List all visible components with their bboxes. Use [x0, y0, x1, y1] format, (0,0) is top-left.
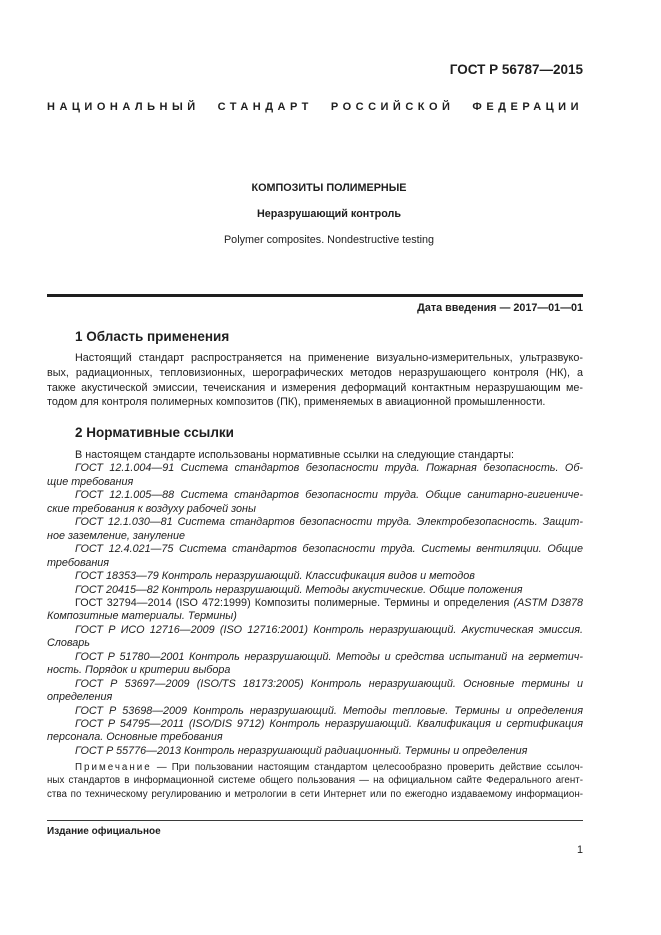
section-1-line: Настоящий стандарт распространяется на применение визуально-измерительных, ультразвуко-	[75, 352, 583, 364]
line-text: ГОСТ Р ИСО 12716—2009 (ISO 12716:2001) Контроль неразрушающий. Акустическая эмиссия.	[75, 624, 583, 636]
line-text: ГОСТ Р 55776—2013 Контроль неразрушающий радиационный. Термины и определения	[75, 745, 528, 757]
note-line	[75, 761, 583, 774]
reference-line	[47, 556, 583, 570]
line-text: ГОСТ 18353—79 Контроль неразрушающий. Классификация видов и методов	[75, 570, 475, 582]
reference-line	[75, 515, 583, 529]
section-1-line: тодом для контроля полимерных композитов (ПК), применяемых в авиационной промышленности.	[47, 396, 546, 408]
reference-line	[47, 502, 583, 516]
reference-line	[75, 461, 583, 475]
reference-line	[47, 529, 583, 543]
line-text: щие требования	[47, 476, 134, 488]
line-text: ГОСТ 12.1.005—88 Система стандартов безопасности труда. Общие санитарно-гигиениче-	[75, 489, 583, 501]
reference-line	[47, 475, 583, 489]
note-line: ства по техническому регулированию и метрологии в сети Интернет или по ежегодно издаваемому информацион-	[47, 789, 583, 800]
line-text: требования	[47, 557, 110, 569]
reference-line	[75, 596, 583, 610]
reference-line	[47, 730, 583, 744]
line-text: ГОСТ 12.4.021—75 Система стандартов безопасности труда. Системы вентиляции. Общие	[75, 543, 583, 555]
national-standard-banner: НАЦИОНАЛЬНЫЙ СТАНДАРТ РОССИЙСКОЙ ФЕДЕРАЦИИ	[47, 101, 583, 113]
note-label: Примечание	[75, 762, 152, 773]
reference-line	[75, 569, 583, 583]
line-text: ГОСТ 32794—2014 (ISO 472:1999) Композиты полимерные. Термины и определения	[75, 597, 510, 609]
note-line: ных стандартов в информационной системе общего пользования — на официальном сайте Федерального агент-	[47, 775, 583, 786]
reference-line	[75, 623, 583, 637]
line-text: ГОСТ Р 53697—2009 (ISO/TS 18173:2005) Контроль неразрушающий. Основные термины и	[75, 678, 583, 690]
line-text: Словарь	[47, 637, 90, 649]
line-text: персонала. Основные требования	[47, 731, 223, 743]
line-text: ГОСТ 20415—82 Контроль неразрушающий. Методы акустические. Общие положения	[75, 584, 523, 596]
title-sub: Неразрушающий контроль	[256, 208, 402, 220]
line-text: ские требования к воздуху рабочей зоны	[47, 503, 256, 515]
line-text: Композитные материалы. Термины)	[47, 610, 237, 622]
footer-divider	[47, 820, 583, 821]
reference-line	[75, 488, 583, 502]
document-number: ГОСТ Р 56787—2015	[449, 62, 583, 77]
title-divider	[47, 294, 583, 297]
section-2-heading: 2 Нормативные ссылки	[75, 425, 234, 440]
line-text: ГОСТ 12.1.030—81 Система стандартов безопасности труда. Электробезопасность. Защит-	[75, 516, 583, 528]
line-text: ГОСТ Р 53698—2009 Контроль неразрушающий. Методы тепловые. Термины и определения	[75, 705, 583, 717]
line-text-italic: (ASTM D3878	[513, 597, 583, 609]
line-text: ное заземление, зануление	[47, 530, 186, 542]
title-main: КОМПОЗИТЫ ПОЛИМЕРНЫЕ	[251, 182, 407, 194]
reference-line	[75, 583, 583, 597]
line-text: ГОСТ Р 54795—2011 (ISO/DIS 9712) Контроль неразрушающий. Квалификация и сертификация	[75, 718, 583, 730]
reference-line	[47, 663, 583, 677]
reference-line	[75, 704, 583, 718]
section-1-line: также акустической эмиссии, течеискания и измерения деформаций контактным неразрушающим ме-	[47, 382, 583, 394]
reference-line	[75, 542, 583, 556]
section-1-line: вых, радиационных, тепловизионных, шерографических методов неразрушающего контроля (НК), а	[47, 367, 583, 379]
line-text: определения	[47, 691, 113, 703]
page-number: 1	[576, 844, 583, 856]
references-intro	[75, 448, 583, 462]
reference-line	[47, 636, 583, 650]
official-edition-label: Издание официальное	[47, 826, 161, 837]
line-text: — При пользовании настоящим стандартом целесообразно проверить действие ссылоч-	[156, 762, 583, 773]
reference-line	[75, 744, 583, 758]
reference-line	[75, 677, 583, 691]
reference-line	[47, 690, 583, 704]
reference-line	[75, 717, 583, 731]
section-1-heading: 1 Область применения	[75, 329, 230, 344]
line-text: В настоящем стандарте использованы нормативные ссылки на следующие стандарты:	[75, 449, 514, 461]
line-text: ность. Порядок и критерии выбора	[47, 664, 231, 676]
reference-line	[47, 609, 583, 623]
line-text: ГОСТ 12.1.004—91 Система стандартов безопасности труда. Пожарная безопасность. Об-	[75, 462, 583, 474]
line-text: ГОСТ Р 51780—2001 Контроль неразрушающий. Методы и средства испытаний на герметич-	[75, 651, 583, 663]
effective-date: Дата введения — 2017—01—01	[417, 302, 583, 314]
reference-line	[75, 650, 583, 664]
title-english: Polymer composites. Nondestructive testing	[223, 234, 435, 246]
